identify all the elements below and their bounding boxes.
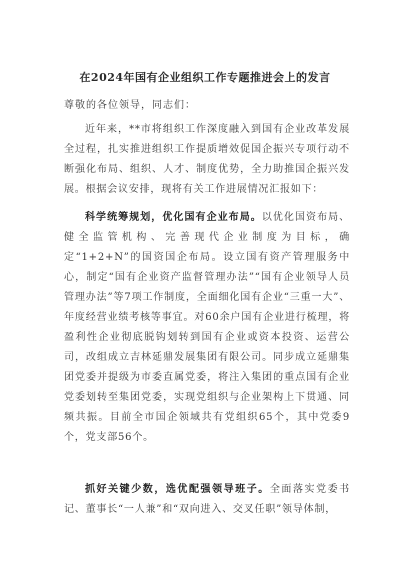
- document-title: 在2024年国有企业组织工作专题推进会上的发言: [79, 71, 331, 84]
- paragraph-leadership-text: 全面落实党委书记、董事长“一人兼”和“双向进入、交叉任职”领导体制，: [64, 484, 350, 515]
- paragraph-layout-text: 以优化国资布局、健全监管机构、完善现代企业制度为目标，确定“1+2+N”的国资国企布局。设立国有资产管理服务中心，制定“国有企业资产监督管理办法”“国有企业领导人员管理办法”等7项工作制度，全面细化国有企业“三重一大”、年度经营业绩考核等事宜。对60余户国有企业进行梳理，将盈利性企业彻底脱钩划转到国有企业或资本投资、运营公司，改组成立吉林延鼎发展集团有限公司。同步成立延鼎集团党委并提级为市委直属党委，将注入集团的重点国有企业党委划转至集团党委，实现党组织与企业架构上下贯通、同频共振。目前全市国企领域共有党组织65个，其中党委9个，党支部56个。: [64, 212, 350, 443]
- paragraph-leadership: [64, 480, 350, 520]
- paragraph-intro-text: 近年来，**市将组织工作深度融入到国有企业改革发展全过程，扎实推进组织工作提质增效促国企振兴专项行动不断强化布局、组织、人才、制度优势，全力助推国企振兴发展。根据会议安排，现将有关工作进展情况汇报如下：: [64, 124, 350, 195]
- section-heading-leadership: 抓好关键少数，选优配强领导班子。: [85, 484, 270, 495]
- paragraph-layout: [64, 208, 350, 448]
- paragraph-intro: [64, 120, 350, 200]
- section-heading-layout: 科学统筹规划，优化国有企业布局。: [85, 212, 262, 223]
- salutation: 尊敬的各位领导，同志们：: [64, 100, 196, 111]
